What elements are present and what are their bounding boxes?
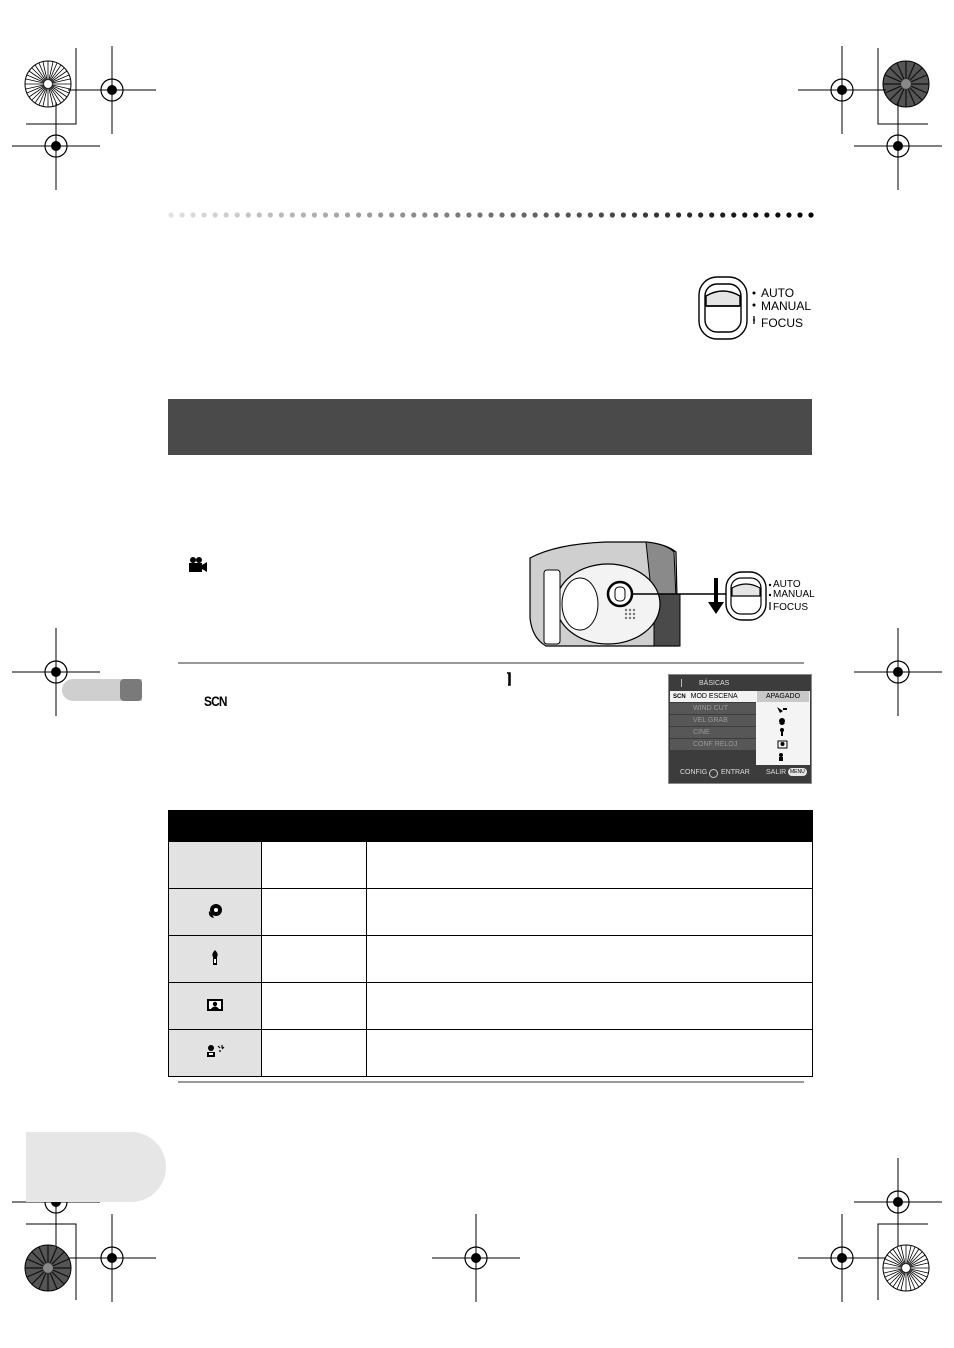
rule-dot: [345, 212, 350, 217]
rule-dot: [290, 212, 295, 217]
menu-selected-value: APAGADO: [757, 691, 809, 702]
table-icon-cell: [169, 1030, 262, 1077]
rule-dot: [422, 212, 427, 217]
rule-dot: [312, 212, 317, 217]
rule-dot: [190, 212, 195, 217]
rule-dot: [786, 212, 791, 217]
rule-dot: [168, 212, 173, 217]
menu-footer-config: CONFIG: [680, 769, 708, 776]
table-name-cell: [262, 1030, 367, 1077]
rule-dot: [257, 212, 262, 217]
menu-footer-entrar: ENTRAR: [721, 769, 750, 776]
rule-dot: [510, 212, 515, 217]
camera-switch-label-manual: MANUAL: [773, 589, 815, 600]
rule-dot: [555, 212, 560, 217]
table-header-cell: [169, 811, 262, 842]
table-header-row: [169, 811, 813, 842]
menu-item-cine: CINE: [670, 727, 756, 738]
table-icon-cell: [169, 842, 262, 889]
table-description-cell: [367, 842, 813, 889]
switch-label-auto: AUTO: [761, 286, 795, 300]
rule-dot: [687, 212, 692, 217]
rule-dot: [466, 212, 471, 217]
surf-snow-mode-icon: [204, 1044, 226, 1060]
rule-dot: [433, 212, 438, 217]
rule-dot: [179, 212, 184, 217]
rule-dot: [533, 212, 538, 217]
camera-switch-label-auto: AUTO: [773, 579, 801, 590]
rule-dot: [400, 212, 405, 217]
rule-dot: [544, 212, 549, 217]
rule-dot: [709, 212, 714, 217]
divider-rule-top: [178, 662, 804, 664]
menu-item-vel-grab: VEL GRAB: [670, 715, 756, 726]
rule-dot: [588, 212, 593, 217]
chapter-side-tab-marker: [120, 679, 142, 701]
table-row: [169, 842, 813, 889]
table-description-cell: [367, 889, 813, 936]
table-name-cell: [262, 936, 367, 983]
rule-dot: [654, 212, 659, 217]
table-name-cell: [262, 842, 367, 889]
spotlight-mode-icon: [206, 997, 224, 1013]
motion-picture-mode-icon: [186, 556, 208, 574]
table-name-cell: [262, 889, 367, 936]
low-light-mode-icon: [208, 949, 222, 967]
rule-dot: [522, 212, 527, 217]
menu-button-icon: [505, 671, 513, 687]
rule-dot: [224, 212, 229, 217]
camera-switch-label-focus: FOCUS: [773, 602, 808, 613]
rule-dot: [323, 212, 328, 217]
rule-dot: [621, 212, 626, 217]
table-icon-cell: [169, 936, 262, 983]
rule-dot: [566, 212, 571, 217]
table-description-cell: [367, 936, 813, 983]
table-row: [169, 889, 813, 936]
rule-dot: [720, 212, 725, 217]
rule-dot: [389, 212, 394, 217]
scene-mode-menu-screen: [668, 674, 812, 784]
rule-dot: [367, 212, 372, 217]
menu-item-prefix: SCN: [673, 694, 686, 700]
rule-dot: [488, 212, 493, 217]
rule-dot: [577, 212, 582, 217]
menu-item-label: MOD ESCENA: [690, 693, 738, 700]
rule-dot: [632, 212, 637, 217]
rule-dot: [246, 212, 251, 217]
scene-mode-symbol: SCN: [204, 693, 227, 709]
menu-option-icons: [773, 705, 793, 765]
rule-dot: [643, 212, 648, 217]
menu-header: BÁSICAS: [699, 680, 730, 687]
rule-dot: [676, 212, 681, 217]
rule-dot: [775, 212, 780, 217]
rule-dot: [731, 212, 736, 217]
divider-rule-bottom: [178, 1081, 804, 1083]
rule-dot: [455, 212, 460, 217]
rule-dot: [356, 212, 361, 217]
menu-item-mod-escena: [670, 691, 756, 702]
rule-dot: [279, 212, 284, 217]
switch-label-manual: MANUAL: [761, 299, 812, 313]
rule-dot: [753, 212, 758, 217]
table-icon-cell: [169, 983, 262, 1030]
menu-item-wind-cut: WIND CUT: [670, 703, 756, 714]
table-name-cell: [262, 983, 367, 1030]
rule-dot: [477, 212, 482, 217]
menu-footer-button: MENU: [790, 769, 805, 775]
table-row: [169, 936, 813, 983]
rule-dot: [202, 212, 207, 217]
rule-dot: [742, 212, 747, 217]
rule-dot: [797, 212, 802, 217]
section-header-bar: [168, 399, 812, 455]
rule-dot: [610, 212, 615, 217]
rule-dot: [235, 212, 240, 217]
rule-dot: [698, 212, 703, 217]
table-row: [169, 983, 813, 1030]
rule-dot: [808, 212, 813, 217]
rule-dot: [764, 212, 769, 217]
table-row: [169, 1030, 813, 1077]
rule-dot: [301, 212, 306, 217]
portrait-mode-icon: [206, 902, 224, 920]
rule-dot: [411, 212, 416, 217]
rule-dot: [268, 212, 273, 217]
joystick-icon: [709, 769, 718, 778]
table-description-cell: [367, 983, 813, 1030]
rule-dot: [599, 212, 604, 217]
rule-dot: [378, 212, 383, 217]
rule-dot: [499, 212, 504, 217]
scene-mode-table: [168, 810, 813, 1077]
rule-dot: [665, 212, 670, 217]
table-header-cell: [262, 811, 367, 842]
menu-header-icon: [681, 679, 688, 687]
rule-dot: [444, 212, 449, 217]
table-icon-cell: [169, 889, 262, 936]
dotted-rule: [168, 210, 814, 220]
switch-label-focus: FOCUS: [761, 316, 803, 330]
menu-item-conf-reloj: CONF RELOJ: [670, 739, 756, 750]
rule-dot: [334, 212, 339, 217]
page-number-tab: [26, 1132, 166, 1202]
table-header-cell: [367, 811, 813, 842]
table-description-cell: [367, 1030, 813, 1077]
menu-footer-salir: SALIR: [766, 769, 787, 776]
rule-dot: [213, 212, 218, 217]
